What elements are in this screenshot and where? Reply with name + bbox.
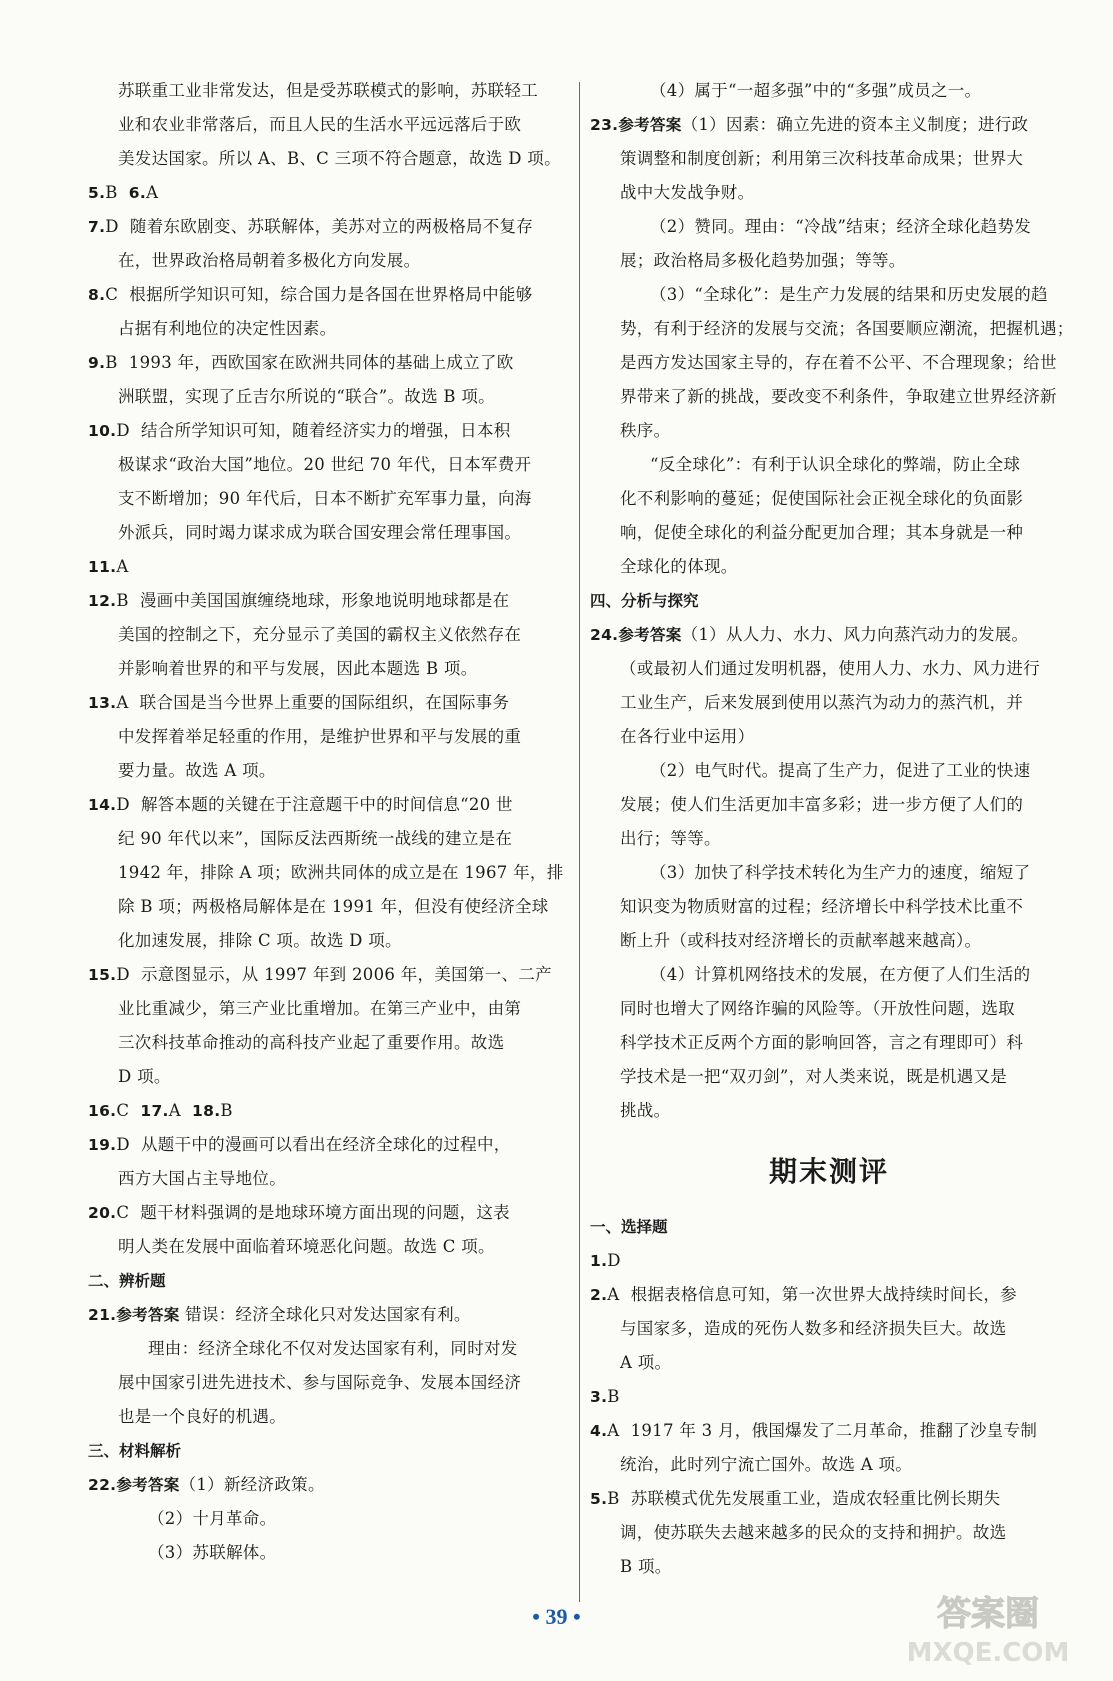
text-line [590,652,1068,686]
text-line [590,754,1068,788]
answer-text: 支不断增加；90 年代后，日本不断扩充军事力量，向海 [118,489,532,508]
answer-text: （2）赞同。理由：“冷战”结束；经济全球化趋势发 [650,217,1032,236]
text-line [88,244,578,278]
answer-text: 断上升（或科技对经济增长的贡献率越来越高）。 [620,931,982,950]
question-number: 5. [590,1490,608,1508]
text-line [590,516,1068,550]
text-line [88,720,578,754]
answer-text: （3）加快了科学技术转化为生产力的速度，缩短了 [650,863,1031,882]
text-line [88,414,578,448]
text-line [88,1230,578,1264]
section-title: 期末测评 [768,1155,889,1188]
answer-text: 要力量。故选 A 项。 [118,761,276,780]
answer-text: 美发达国家。所以 A、B、C 三项不符合题意，故选 D 项。 [118,149,561,168]
answer-text: B 项。 [620,1557,672,1576]
text-line [88,1094,578,1128]
text-line [88,346,578,380]
section-heading: 三、材料解析 [88,1442,182,1460]
answer-text: 除 B 项；两极格局解体是在 1991 年，但没有使经济全球 [118,897,549,916]
answer-text: （或最初人们通过发明机器，使用人力、水力、风力进行 [620,659,1040,678]
answer-text: 并影响着世界的和平与发展，因此本题选 B 项。 [118,659,478,678]
answer-text: 三次科技革命推动的高科技产业起了重要作用。故选 [118,1033,505,1052]
answer-text: （2）电气时代。提高了生产力，促进了工业的快速 [650,761,1031,780]
question-number: 5. [88,184,106,202]
text-line [590,1482,1068,1516]
answer-text: 1942 年，排除 A 项；欧洲共同体的成立是在 1967 年，排 [118,863,564,882]
answer-text: D 结合所学知识可知，随着经济实力的增强，日本积 [116,421,511,440]
text-line [590,210,1068,244]
answer-text: 苏联重工业非常发达，但是受苏联模式的影响，苏联轻工 [118,81,538,100]
left-column [88,74,578,1570]
text-line [88,448,578,482]
section-heading: 四、分析与探究 [590,592,699,610]
question-number: 18. [192,1102,221,1120]
answer-text: 在，世界政治格局朝着多极化方向发展。 [118,251,421,270]
answer-text: 错误：经济全球化只对发达国家有利。 [179,1305,471,1324]
text-line [88,1366,578,1400]
text-line [590,312,1074,346]
watermark-logo [893,1583,1083,1669]
answer-text: A [116,557,129,576]
text-line [590,1550,1068,1584]
text-line [88,618,578,652]
answer-text: 西方大国占主导地位。 [118,1169,286,1188]
answer-text: 展中国家引进先进技术、参与国际竞争、发展本国经济 [118,1373,522,1392]
text-line [590,142,1068,176]
text-line [590,380,1068,414]
answer-text: （4）属于“一超多强”中的“多强”成员之一。 [650,81,982,100]
text-line [590,108,1068,142]
svg-text:答案圈: 答案圈 [937,1594,1039,1634]
answer-text: 发展；使人们生活更加丰富多彩；进一步方便了人们的 [620,795,1024,814]
answer-text: 中发挥着举足轻重的作用，是维护世界和平与发展的重 [118,727,522,746]
question-number: 24. [590,626,619,644]
text-line [88,278,578,312]
answer-text: B 漫画中美国国旗缠绕地球，形象地说明地球都是在 [116,591,510,610]
text-line [590,822,1068,856]
answer-text: 纪 90 年代以来”，国际反法西斯统一战线的建立是在 [118,829,513,848]
text-line [590,890,1068,924]
answer-text: D [607,1251,621,1270]
text-line [88,1468,578,1502]
text-line [88,1162,578,1196]
text-line [590,1346,1068,1380]
answer-text: C [116,1101,141,1120]
text-line [88,1196,578,1230]
answer-text: 出行；等等。 [620,829,721,848]
text-line [88,210,578,244]
answer-label: 参考答案 [116,1476,180,1494]
text-line [590,686,1068,720]
answer-label: 参考答案 [116,1306,180,1324]
answer-text: B 苏联模式优先发展重工业，造成农轻重比例长期失 [607,1489,1001,1508]
answer-text: D 示意图显示，从 1997 年到 2006 年，美国第一、二产 [116,965,552,984]
answer-text: 洲联盟，实现了丘吉尔所说的“联合”。故选 B 项。 [118,387,495,406]
answer-text: 占据有利地位的决定性因素。 [118,319,337,338]
answer-text: 理由：经济全球化不仅对发达国家有利，同时对发 [148,1339,518,1358]
text-line [88,992,578,1026]
answer-text: （1）因素：确立先进的资本主义制度；进行政 [681,115,1029,134]
answer-text: 化不利影响的蔓延；促使国际社会正视全球化的负面影 [620,489,1024,508]
question-number: 21. [88,1306,117,1324]
column-divider [579,82,580,1602]
question-number: 3. [590,1388,608,1406]
answer-text: （3）苏联解体。 [148,1543,277,1562]
answer-text: B [105,183,129,202]
text-line [590,448,1068,482]
text-line [590,992,1068,1026]
answer-text: 在各行业中运用） [620,727,755,746]
question-number: 8. [88,286,106,304]
question-number: 11. [88,558,117,576]
answer-text: D 项。 [118,1067,171,1086]
answer-label: 参考答案 [618,626,682,644]
text-line [88,1332,578,1366]
answer-text: B 1993 年，西欧国家在欧洲共同体的基础上成立了欧 [105,353,514,372]
answer-text: 与国家多，造成的死伤人数多和经济损失巨大。故选 [620,1319,1007,1338]
text-line [88,380,578,414]
text-line [88,312,578,346]
text-line [590,1312,1068,1346]
text-line [590,74,1068,108]
answer-text: A 联合国是当今世界上重要的国际组织，在国际事务 [116,693,510,712]
text-line [590,278,1068,312]
answer-text: B [607,1387,620,1406]
text-line [590,720,1068,754]
question-number: 23. [590,116,619,134]
question-number: 13. [88,694,117,712]
question-number: 10. [88,422,117,440]
question-number: 22. [88,1476,117,1494]
text-line [590,856,1068,890]
text-line [88,176,578,210]
answer-text: 是西方发达国家主导的，存在着不公平、不合理现象；给世 [620,353,1057,372]
text-line [88,516,578,550]
answer-label: 参考答案 [618,116,682,134]
text-line [590,1516,1068,1550]
answer-text: D 随着东欧剧变、苏联解体，美苏对立的两极格局不复存 [105,217,534,236]
answer-text: （1）从人力、水力、风力向蒸汽动力的发展。 [681,625,1029,644]
answer-text: 外派兵，同时竭力谋求成为联合国安理会常任理事国。 [118,523,522,542]
answer-text: A 1917 年 3 月，俄国爆发了二月革命，推翻了沙皇专制 [607,1421,1038,1440]
text-line [88,856,578,890]
text-line [88,890,578,924]
answer-text: “反全球化”：有利于认识全球化的弊端，防止全球 [650,455,1021,474]
answer-text: 业比重减少，第三产业比重增加。在第三产业中，由第 [118,999,522,1018]
text-line [88,108,578,142]
answer-text: 势，有利于经济的发展与交流；各国要顺应潮流，把握机遇； [620,319,1074,338]
text-line [88,652,578,686]
text-line [88,788,578,822]
answer-text: 工业生产，后来发展到使用以蒸汽为动力的蒸汽机，并 [620,693,1024,712]
right-column [590,74,1074,1584]
text-line [88,686,578,720]
text-line [590,1094,1068,1128]
text-line [590,482,1068,516]
question-number: 1. [590,1252,608,1270]
answer-text: 极谋求“政治大国”地位。20 世纪 70 年代，日本军费开 [118,455,532,474]
question-number: 12. [88,592,117,610]
section-heading: 二、辨析题 [88,1272,166,1290]
text-line [88,482,578,516]
text-line [590,1278,1068,1312]
answer-text: C 根据所学知识可知，综合国力是各国在世界格局中能够 [105,285,533,304]
svg-text:MXQE.COM: MXQE.COM [906,1638,1070,1668]
text-line [88,1060,578,1094]
question-number: 2. [590,1286,608,1304]
text-line [88,822,578,856]
answer-text: 调，使苏联失去越来越多的民众的支持和拥护。故选 [620,1523,1007,1542]
answer-text: A [168,1101,193,1120]
question-number: 7. [88,218,106,236]
text-line [88,74,578,108]
text-line [88,550,578,584]
answer-text: 界带来了新的挑战，要改变不利条件，争取建立世界经济新 [620,387,1057,406]
answer-text: 业和农业非常落后，而且人民的生活水平远远落后于欧 [118,115,522,134]
answer-text: 统治，此时列宁流亡国外。故选 A 项。 [620,1455,913,1474]
text-line [590,414,1068,448]
text-line [590,550,1068,584]
answer-text: 秩序。 [620,421,671,440]
question-number: 6. [128,184,147,202]
text-line [590,924,1068,958]
text-line [88,1298,578,1332]
text-line [88,1502,578,1536]
answer-text: （1）新经济政策。 [179,1475,325,1494]
question-number: 20. [88,1204,117,1222]
text-line [88,584,578,618]
answer-text: 学技术是一把“双刃剑”，对人类来说，既是机遇又是 [620,1067,1008,1086]
question-number: 19. [88,1136,117,1154]
answer-text: 科学技术正反两个方面的影响回答，言之有理即可）科 [620,1033,1024,1052]
answer-text: 美国的控制之下，充分显示了美国的霸权主义依然存在 [118,625,522,644]
text-line [590,788,1068,822]
answer-text: 战中大发战争财。 [620,183,755,202]
answer-text: （2）十月革命。 [148,1509,277,1528]
answer-text: 响，促使全球化的利益分配更加合理；其本身就是一种 [620,523,1024,542]
text-line [88,1536,578,1570]
question-number: 9. [88,354,106,372]
question-number: 15. [88,966,117,984]
answer-text: 化加速发展，排除 C 项。故选 D 项。 [118,931,402,950]
answer-text: C 题干材料强调的是地球环境方面出现的问题，这表 [116,1203,510,1222]
text-line [88,924,578,958]
answer-text: 知识变为物质财富的过程；经济增长中科学技术比重不 [620,897,1024,916]
text-line [590,1244,1068,1278]
question-number: 17. [140,1102,169,1120]
answer-text: A [146,183,159,202]
answer-text: 挑战。 [620,1101,671,1120]
section-heading: 一、选择题 [590,1218,668,1236]
text-line [88,1026,578,1060]
text-line [590,618,1068,652]
answer-text: A 根据表格信息可知，第一次世界大战持续时间长，参 [607,1285,1017,1304]
answer-text: 全球化的体现。 [620,557,738,576]
text-line [590,1380,1068,1414]
text-line [590,958,1068,992]
answer-text: A 项。 [620,1353,672,1372]
answer-text: （3）“全球化”：是生产力发展的结果和历史发展的趋 [650,285,1048,304]
question-number: 4. [590,1422,608,1440]
text-line [88,1128,578,1162]
answer-text: （4）计算机网络技术的发展，在方便了人们生活的 [650,965,1031,984]
answer-text: 策调整和制度创新；利用第三次科技革命成果；世界大 [620,149,1024,168]
text-line [590,244,1068,278]
text-line [590,176,1068,210]
answer-text: D 从题干中的漫画可以看出在经济全球化的过程中， [116,1135,511,1154]
text-line [88,958,578,992]
answer-text: 展；政治格局多极化趋势加强；等等。 [620,251,906,270]
text-line [88,142,578,176]
text-line [88,1400,578,1434]
text-line [590,346,1068,380]
answer-text: 明人类在发展中面临着环境恶化问题。故选 C 项。 [118,1237,495,1256]
answer-text: D 解答本题的关键在于注意题干中的时间信息“20 世 [116,795,513,814]
answer-text: 也是一个良好的机遇。 [118,1407,286,1426]
text-line [590,1448,1068,1482]
answer-text: 同时也增大了网络诈骗的风险等。（开放性问题，选取 [620,999,1015,1018]
text-line [590,1026,1068,1060]
page-number: • 39 • [532,1604,581,1629]
answer-text: B [220,1101,233,1120]
text-line [88,754,578,788]
text-line [590,1414,1068,1448]
question-number: 16. [88,1102,117,1120]
text-line [590,1060,1068,1094]
question-number: 14. [88,796,117,814]
